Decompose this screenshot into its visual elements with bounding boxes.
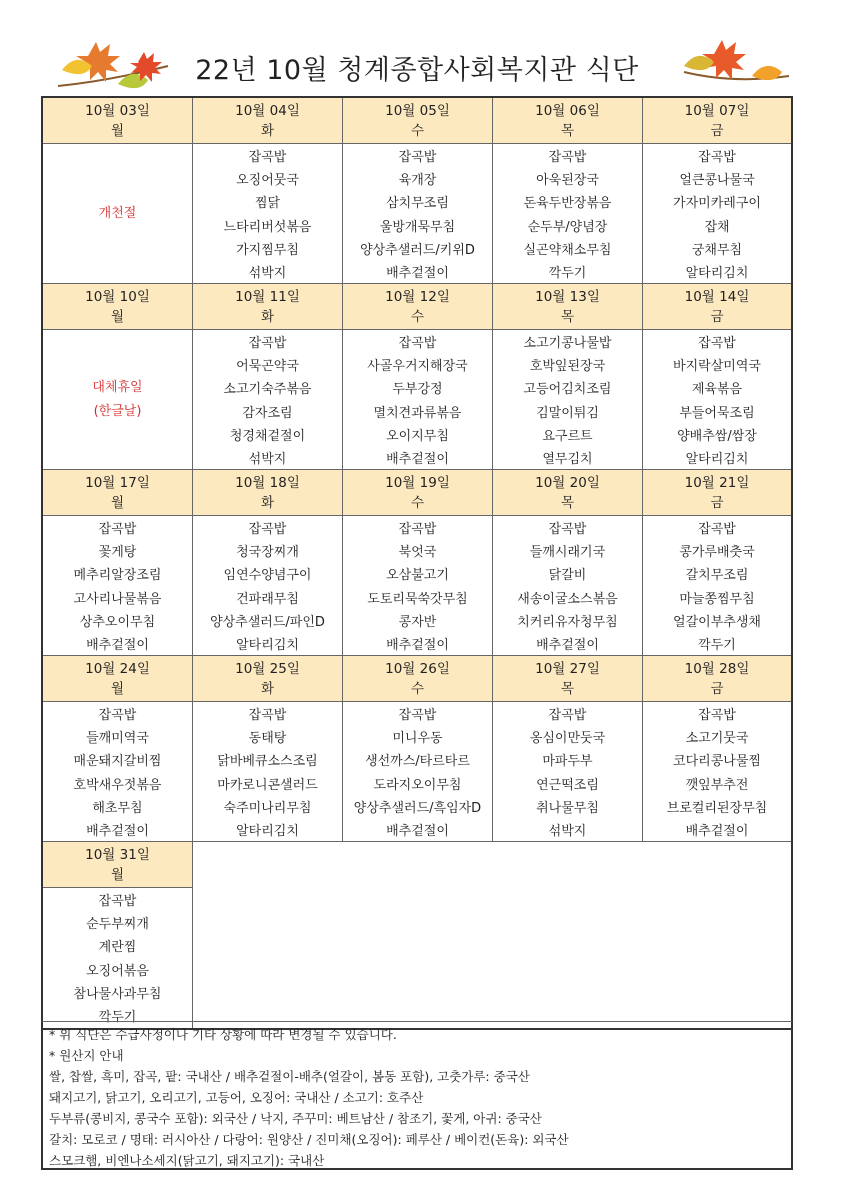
empty-cell	[343, 888, 493, 1028]
day-header: 10월 25일 화	[193, 656, 343, 702]
menu-cell: 잡곡밥 어묵곤약국 소고기숙주볶음 감자조림 청경채겉절이 섞박지	[193, 330, 343, 470]
menu-cell: 잡곡밥 옹심이만둣국 마파두부 연근떡조림 취나물무침 섞박지	[493, 702, 643, 842]
day-header: 10월 26일 수	[343, 656, 493, 702]
day-header: 10월 18일 화	[193, 470, 343, 516]
day-header: 10월 21일 금	[643, 470, 791, 516]
week-header-row	[43, 842, 791, 888]
menu-cell: 잡곡밥 소고기뭇국 코다리콩나물찜 깻잎부추전 브로컬리된장무침 배추겉절이	[643, 702, 791, 842]
origin-heading: * 원산지 안내	[49, 1048, 124, 1063]
menu-cell: 잡곡밥 아욱된장국 돈육두반장볶음 순두부/양념장 실곤약채소무침 깍두기	[493, 144, 643, 284]
week-menu-row	[43, 516, 791, 656]
day-header: 10월 28일 금	[643, 656, 791, 702]
day-header: 10월 19일 수	[343, 470, 493, 516]
menu-cell: 잡곡밥 동태탕 닭바베큐소스조림 마카로니콘샐러드 숙주미나리무침 알타리김치	[193, 702, 343, 842]
menu-table	[41, 96, 793, 1030]
menu-cell: 잡곡밥 사골우거지해장국 두부강정 멸치견과류볶음 오이지무침 배추겉절이	[343, 330, 493, 470]
day-header: 10월 17일 월	[43, 470, 193, 516]
menu-cell: 잡곡밥 꽃게탕 메추리알장조림 고사리나물볶음 상추오이무침 배추겉절이	[43, 516, 193, 656]
header	[40, 36, 794, 94]
day-header: 10월 05일 수	[343, 98, 493, 144]
empty-cell	[643, 888, 791, 1028]
menu-cell: 잡곡밥 얼큰콩나물국 가자미카레구이 잡채 궁채무침 알타리김치	[643, 144, 791, 284]
menu-cell: 잡곡밥 오징어뭇국 찜닭 느타리버섯볶음 가지찜무침 섞박지	[193, 144, 343, 284]
day-header: 10월 03일 월	[43, 98, 193, 144]
week-header-row	[43, 656, 791, 702]
day-header: 10월 31일 월	[43, 842, 193, 888]
empty-cell	[193, 842, 343, 888]
day-header: 10월 07일 금	[643, 98, 791, 144]
origin-line: 스모크햄, 비엔나소세지(닭고기, 돼지고기): 국내산	[49, 1153, 325, 1168]
week-menu-row	[43, 144, 791, 284]
holiday-cell: 개천절	[43, 144, 193, 284]
menu-cell: 잡곡밥 순두부찌개 계란찜 오징어볶음 참나물사과무침 깍두기	[43, 888, 193, 1028]
menu-cell: 잡곡밥 들깨미역국 매운돼지갈비찜 호박새우젓볶음 해초무침 배추겉절이	[43, 702, 193, 842]
day-header: 10월 11일 화	[193, 284, 343, 330]
menu-cell: 잡곡밥 청국장찌개 임연수양념구이 건파래무침 양상추샐러드/파인D 알타리김치	[193, 516, 343, 656]
day-header: 10월 10일 월	[43, 284, 193, 330]
empty-cell	[343, 842, 493, 888]
week-header-row	[43, 98, 791, 144]
page-title: 22년 10월 청계종합사회복지관 식단	[195, 55, 639, 86]
notice-line: * 위 식단은 수급사정이나 기타 상황에 따라 변경될 수 있습니다.	[49, 1027, 397, 1042]
holiday-cell: 대체휴일 (한글날)	[43, 330, 193, 470]
notes-box	[41, 1021, 793, 1170]
day-header: 10월 12일 수	[343, 284, 493, 330]
empty-cell	[493, 842, 643, 888]
day-header: 10월 14일 금	[643, 284, 791, 330]
day-header: 10월 06일 목	[493, 98, 643, 144]
origin-line: 돼지고기, 닭고기, 오리고기, 고등어, 오징어: 국내산 / 소고기: 호주산	[49, 1090, 424, 1105]
empty-cell	[643, 842, 791, 888]
week-menu-row	[43, 888, 791, 1028]
day-header: 10월 27일 목	[493, 656, 643, 702]
week-menu-row	[43, 702, 791, 842]
empty-cell	[193, 888, 343, 1028]
origin-line: 갈치: 모로코 / 명태: 러시아산 / 다랑어: 원양산 / 진미채(오징어): 페루산 / 베이컨(돈육): 외국산	[49, 1132, 569, 1147]
day-header: 10월 20일 목	[493, 470, 643, 516]
menu-cell: 소고기콩나물밥 호박잎된장국 고등어김치조림 김말이튀김 요구르트 열무김치	[493, 330, 643, 470]
menu-cell: 잡곡밥 육개장 삼치무조림 울방개묵무침 양상추샐러드/키위D 배추겉절이	[343, 144, 493, 284]
week-header-row	[43, 470, 791, 516]
origin-line: 두부류(콩비지, 콩국수 포함): 외국산 / 낙지, 주꾸미: 베트남산 / 참조기, 꽃게, 아귀: 중국산	[49, 1111, 542, 1126]
empty-cell	[493, 888, 643, 1028]
menu-cell: 잡곡밥 들깨시래기국 닭갈비 새송이굴소스볶음 치커리유자청무침 배추겉절이	[493, 516, 643, 656]
autumn-leaves-decoration-right	[674, 36, 794, 94]
menu-cell: 잡곡밥 바지락살미역국 제육볶음 부들어묵조림 양배추쌈/쌈장 알타리김치	[643, 330, 791, 470]
week-menu-row	[43, 330, 791, 470]
menu-cell: 잡곡밥 북엇국 오삼불고기 도토리묵쑥갓무침 콩자반 배추겉절이	[343, 516, 493, 656]
day-header: 10월 24일 월	[43, 656, 193, 702]
origin-line: 쌀, 찹쌀, 흑미, 잡곡, 팥: 국내산 / 배추겉절이-배추(얼갈이, 봄동 포함), 고춧가루: 중국산	[49, 1069, 530, 1084]
day-header: 10월 13일 목	[493, 284, 643, 330]
menu-cell: 잡곡밥 미니우동 생선까스/타르타르 도라지오이무침 양상추샐러드/흑임자D 배추겉절이	[343, 702, 493, 842]
menu-cell: 잡곡밥 콩가루배춧국 갈치무조림 마늘쫑찜무침 얼갈이부추생채 깍두기	[643, 516, 791, 656]
day-header: 10월 04일 화	[193, 98, 343, 144]
week-header-row	[43, 284, 791, 330]
